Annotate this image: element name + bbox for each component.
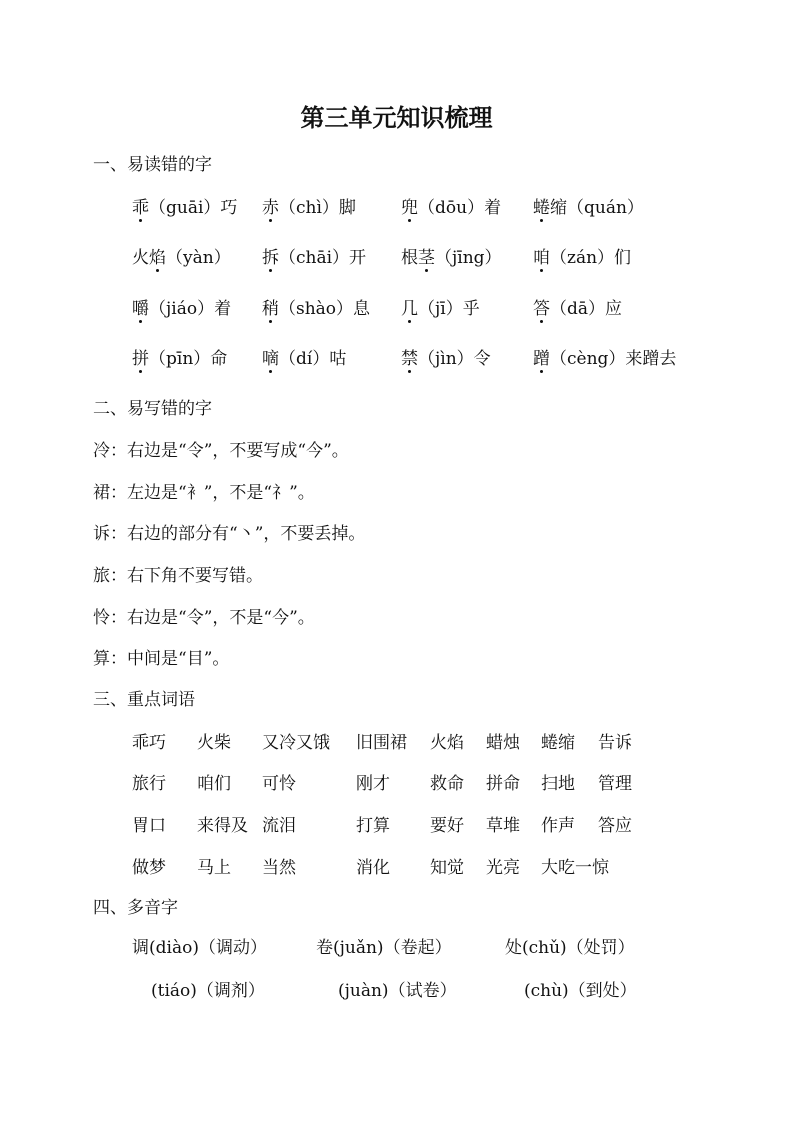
dotted-character: 赤: [262, 193, 279, 218]
polyphone-entry: (chù)（到处）: [524, 981, 637, 1001]
polyphone-entry: 处(chǔ)（处罚）: [505, 938, 635, 958]
pinyin-entry: [533, 193, 644, 218]
vocab-word: 胃口: [132, 816, 166, 836]
pinyin-text: （zán）们: [550, 248, 632, 268]
pinyin-text: （guāi）巧: [149, 198, 238, 218]
vocab-word: 又冷又饿: [262, 733, 330, 753]
section-heading-1: 一、易读错的字: [93, 155, 212, 175]
dotted-character: 蹭: [533, 344, 550, 369]
pinyin-entry: [401, 294, 480, 319]
vocab-word: 救命: [430, 774, 464, 794]
vocab-word: 答应: [598, 816, 632, 836]
pinyin-entry: [262, 243, 366, 268]
pinyin-text: （yàn）: [166, 248, 231, 268]
vocab-word: 大吃一惊: [541, 858, 609, 878]
vocab-word: 光亮: [486, 858, 520, 878]
dotted-character: 稍: [262, 294, 279, 319]
dotted-character: 焰: [149, 243, 166, 268]
pinyin-text: （cèng）来蹭去: [550, 349, 677, 369]
pinyin-text: （dōu）着: [418, 198, 502, 218]
vocab-word: 作声: [541, 816, 575, 836]
pinyin-text: （dā）应: [550, 299, 623, 319]
dotted-character: 茎: [418, 243, 435, 268]
pinyin-entry: [533, 294, 622, 319]
polyphone-entry: (juàn)（试卷）: [338, 981, 457, 1001]
section-heading-4: 四、多音字: [93, 898, 178, 918]
vocab-word: 来得及: [197, 816, 248, 836]
vocab-word: 旅行: [132, 774, 166, 794]
dotted-character: 禁: [401, 344, 418, 369]
pinyin-entry: [533, 344, 676, 369]
pinyin-text: （jiáo）着: [149, 299, 232, 319]
pinyin-text: （jī）乎: [418, 299, 480, 319]
vocab-word: 马上: [197, 858, 231, 878]
vocab-word: 消化: [356, 858, 390, 878]
rule-line: 怜：右边是“令”，不是“今”。: [93, 608, 315, 628]
pinyin-entry: [401, 243, 502, 268]
vocab-word: 扫地: [541, 774, 575, 794]
vocab-word: 蜡烛: [486, 733, 520, 753]
vocab-word: 火焰: [430, 733, 464, 753]
vocab-word: 可怜: [262, 774, 296, 794]
polyphone-entry: (tiáo)（调剂）: [151, 981, 265, 1001]
polyphone-entry: 调(diào)（调动）: [132, 938, 267, 958]
vocab-word: 乖巧: [132, 733, 166, 753]
pinyin-entry: [132, 344, 227, 369]
vocab-word: 要好: [430, 816, 464, 836]
vocab-word: 火柴: [197, 733, 231, 753]
pinyin-entry: [132, 243, 231, 268]
page-title: 第三单元知识梳理: [300, 104, 493, 132]
rule-line: 旅：右下角不要写错。: [93, 566, 263, 586]
pinyin-text: （chāi）开: [279, 248, 367, 268]
pinyin-entry: [262, 193, 356, 218]
vocab-word: 拼命: [486, 774, 520, 794]
section-heading-2: 二、易写错的字: [93, 399, 212, 419]
section-heading-3: 三、重点词语: [93, 690, 195, 710]
vocab-word: 当然: [262, 858, 296, 878]
pinyin-text: 缩（quán）: [550, 198, 644, 218]
dotted-character: 几: [401, 294, 418, 319]
vocab-word: 咱们: [197, 774, 231, 794]
pinyin-entry: [401, 193, 501, 218]
dotted-character: 兜: [401, 193, 418, 218]
dotted-character: 答: [533, 294, 550, 319]
dotted-character: 乖: [132, 193, 149, 218]
vocab-word: 管理: [598, 774, 632, 794]
rule-line: 诉：右边的部分有“丶”，不要丢掉。: [93, 524, 366, 544]
vocab-word: 草堆: [486, 816, 520, 836]
dotted-character: 咱: [533, 243, 550, 268]
rule-line: 冷：右边是“令”，不要写成“今”。: [93, 441, 349, 461]
vocab-word: 打算: [356, 816, 390, 836]
vocab-word: 做梦: [132, 858, 166, 878]
pinyin-entry: [262, 294, 370, 319]
entry-prefix: 根: [401, 248, 418, 268]
dotted-character: 拆: [262, 243, 279, 268]
vocab-word: 刚才: [356, 774, 390, 794]
pinyin-text: （jìn）令: [418, 349, 491, 369]
dotted-character: 嚼: [132, 294, 149, 319]
vocab-word: 旧围裙: [356, 733, 407, 753]
vocab-word: 蜷缩: [541, 733, 575, 753]
pinyin-text: （jīng）: [435, 248, 502, 268]
polyphone-entry: 卷(juǎn)（卷起）: [316, 938, 452, 958]
dotted-character: 拼: [132, 344, 149, 369]
vocab-word: 流泪: [262, 816, 296, 836]
rule-line: 裙：左边是“衤”，不是“礻”。: [93, 483, 315, 503]
dotted-character: 嘀: [262, 344, 279, 369]
pinyin-text: （pīn）命: [149, 349, 228, 369]
pinyin-entry: [401, 344, 491, 369]
pinyin-text: （dí）咕: [279, 349, 347, 369]
dotted-character: 蜷: [533, 193, 550, 218]
pinyin-entry: [132, 193, 237, 218]
pinyin-text: （chì）脚: [279, 198, 356, 218]
vocab-word: 告诉: [598, 733, 632, 753]
pinyin-entry: [262, 344, 346, 369]
pinyin-entry: [132, 294, 231, 319]
pinyin-text: （shào）息: [279, 299, 371, 319]
rule-line: 算：中间是“目”。: [93, 649, 230, 669]
vocab-word: 知觉: [430, 858, 464, 878]
pinyin-entry: [533, 243, 631, 268]
entry-prefix: 火: [132, 248, 149, 268]
